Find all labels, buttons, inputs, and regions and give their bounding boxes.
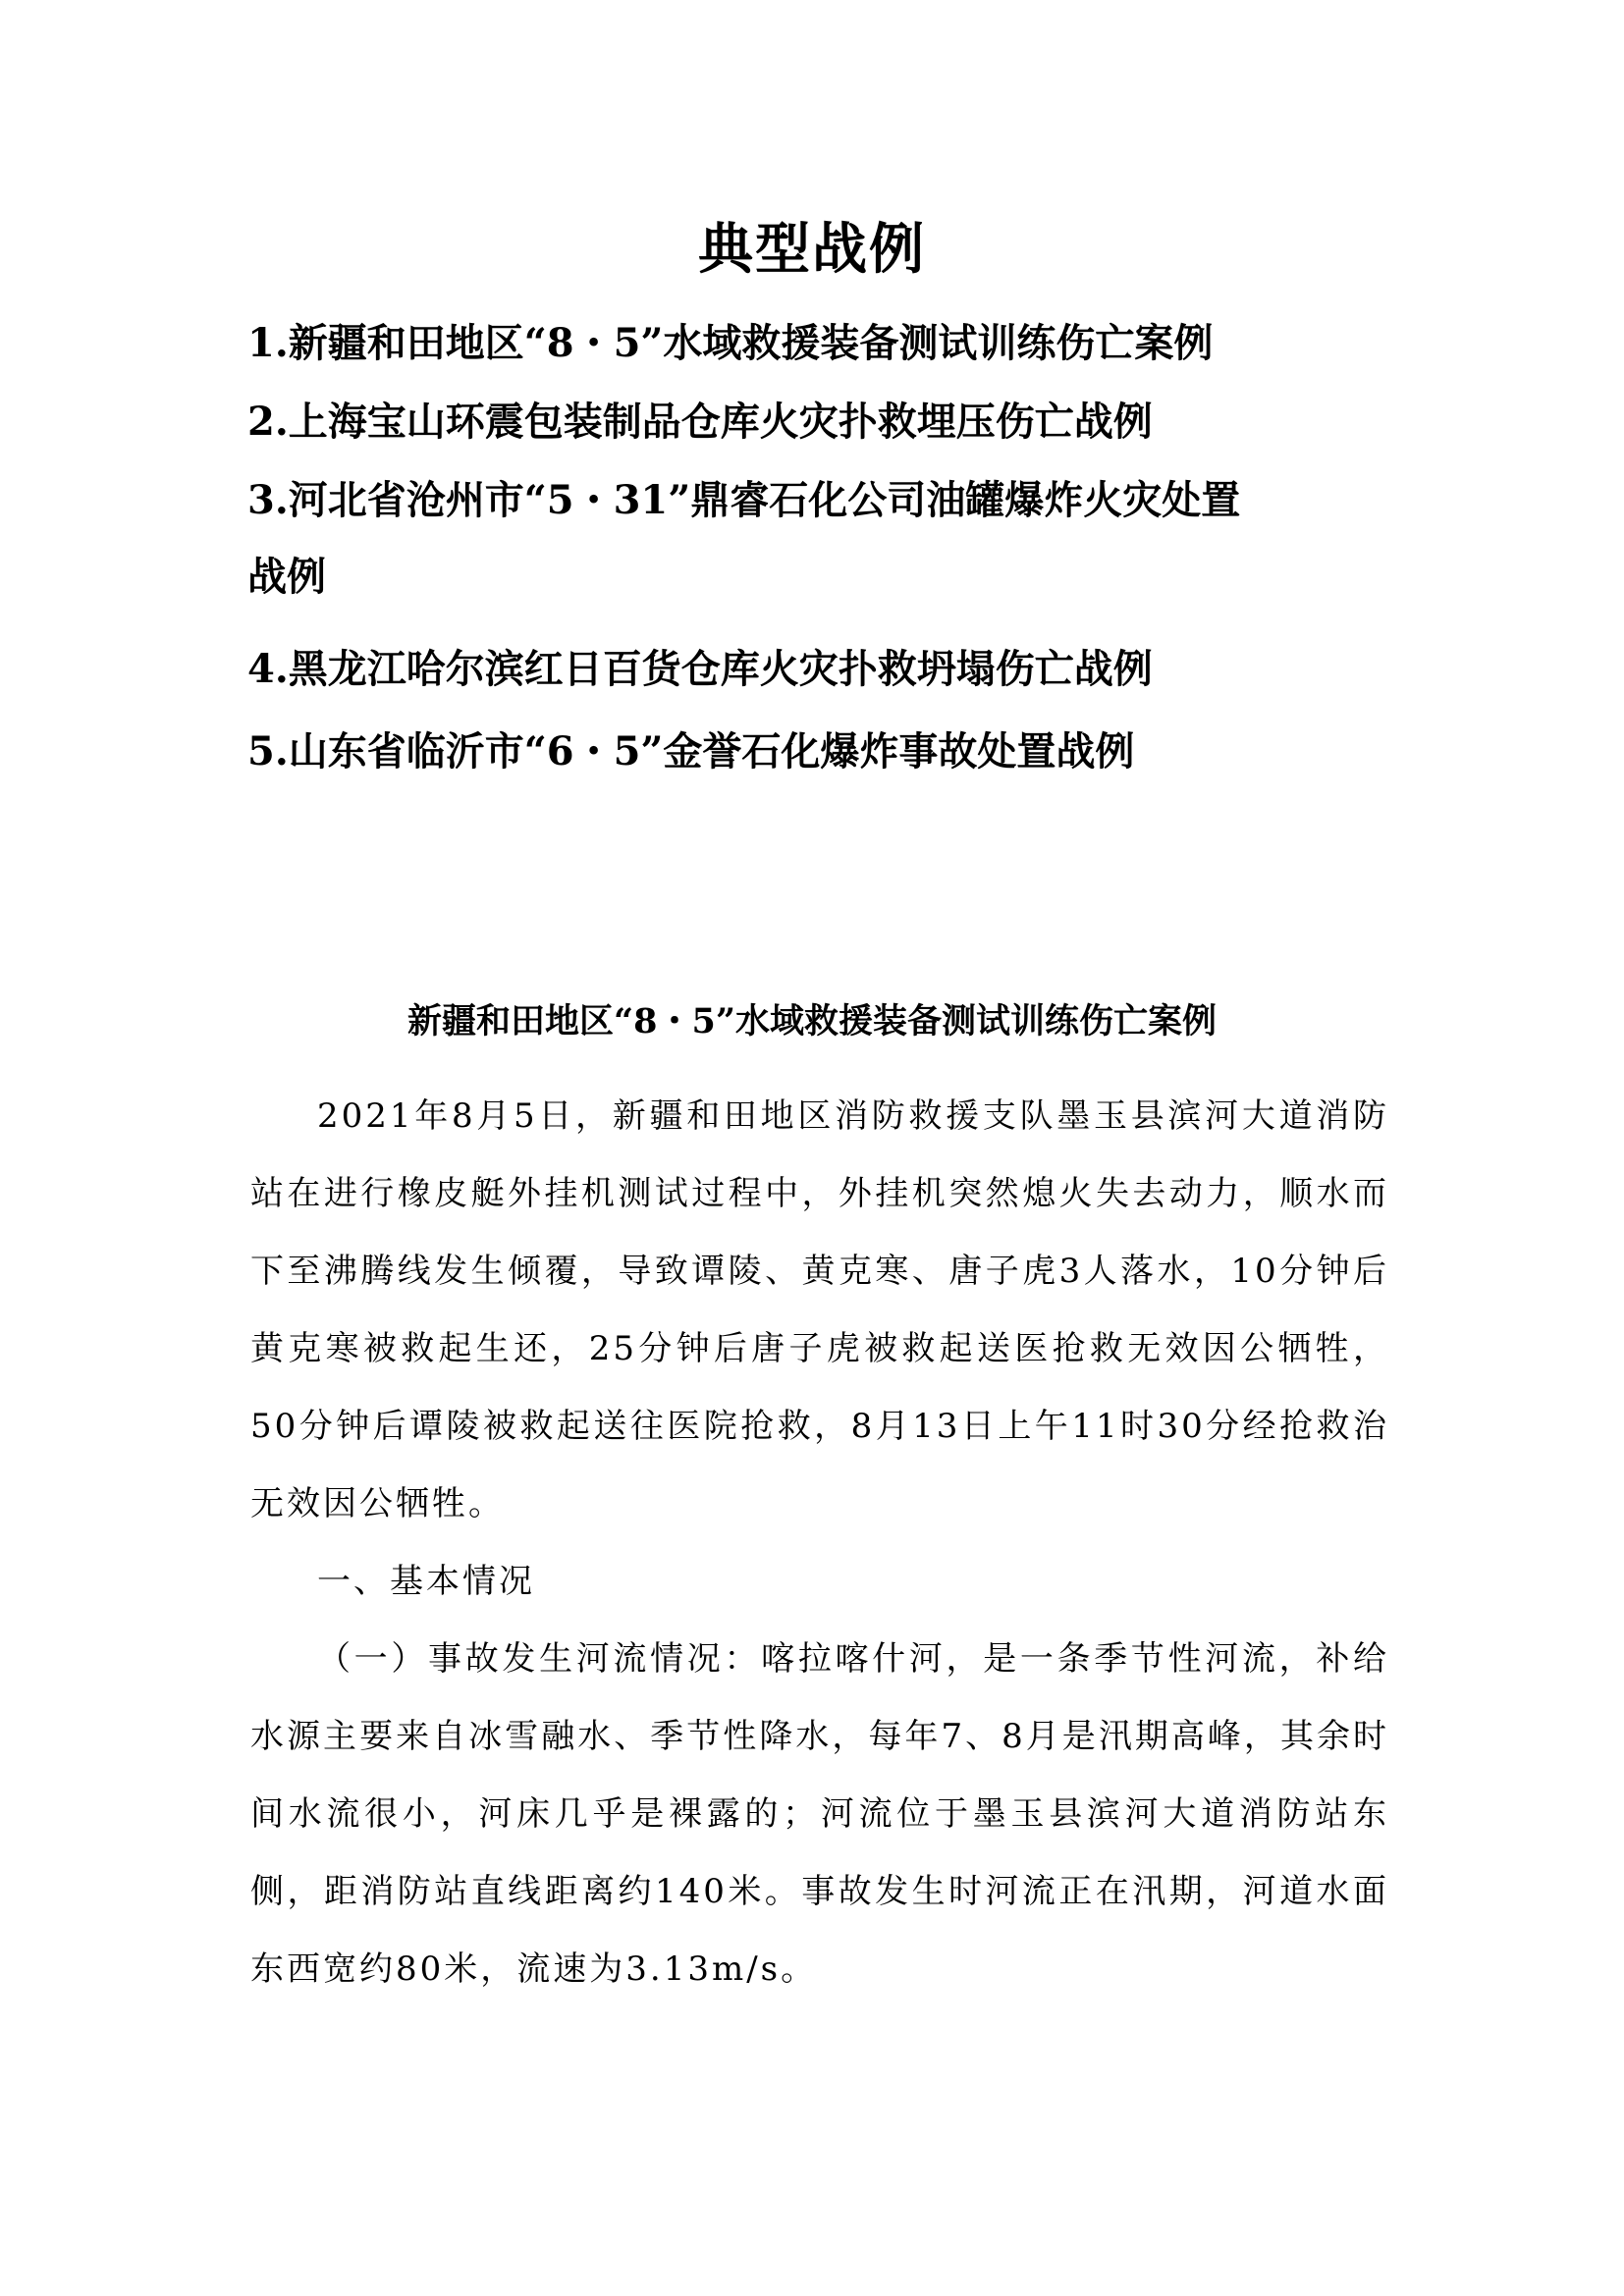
- paragraph-summary: 2021年8月5日，新疆和田地区消防救援支队墨玉县滨河大道消防站在进行橡皮艇外挂机测试过程中，外挂机突然熄火失去动力，顺水而下至沸腾线发生倾覆，导致谭陵、黄克寒、唐子虎3人落水，10分钟后黄克寒被救起生还，25分钟后唐子虎被救起送医抢救无效因公牺牲，50分钟后谭陵被救起送往医院抢救，8月13日上午11时30分经抢救治无效因公牺牲。: [250, 1096, 1389, 1523]
- toc-item-1: [247, 314, 1386, 373]
- toc-item-label: 5.山东省临沂市“6・5”金誉石化爆炸事故处置战例: [247, 728, 1135, 774]
- toc-item-4: [247, 640, 1386, 699]
- toc-item-5: [247, 722, 1386, 781]
- table-of-contents: [247, 314, 1386, 781]
- toc-item-label: 3.河北省沧州市“5・31”鼎睿石化公司油罐爆炸火灾处置: [247, 477, 1241, 523]
- document-title: 典型战例: [698, 217, 926, 282]
- section-title: 新疆和田地区“8・5”水域救援装备测试训练伤亡案例: [407, 1001, 1217, 1041]
- toc-item-label: 2.上海宝山环震包装制品仓库火灾扑救埋压伤亡战例: [247, 399, 1153, 445]
- toc-item-continuation: 战例: [247, 554, 326, 600]
- toc-item-2: [247, 393, 1386, 452]
- toc-item-label: 4.黑龙江哈尔滨红日百货仓库火灾扑救坍塌伤亡战例: [247, 646, 1153, 692]
- heading-basic-situation: 一、基本情况: [317, 1562, 535, 1601]
- section-body: [250, 1078, 1389, 2008]
- toc-item-3: [247, 471, 1386, 607]
- toc-item-label: 1.新疆和田地区“8・5”水域救援装备测试训练伤亡案例: [247, 320, 1214, 366]
- paragraph-river-situation: （一）事故发生河流情况：喀拉喀什河，是一条季节性河流，补给水源主要来自冰雪融水、季节性降水，每年7、8月是汛期高峰，其余时间水流很小，河床几乎是裸露的；河流位于墨玉县滨河大道消防站东侧，距消防站直线距离约140米。事故发生时河流正在汛期，河道水面东西宽约80米，流速为3.13m/s。: [250, 1639, 1389, 1989]
